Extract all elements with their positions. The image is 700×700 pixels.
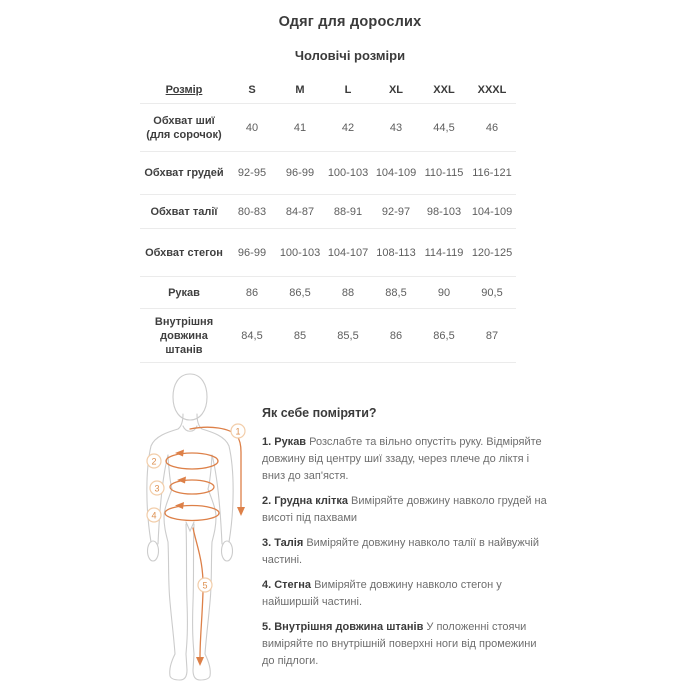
cell-value: 98-103 <box>426 205 462 218</box>
cell-value: 92-95 <box>237 167 267 179</box>
size-table-header-row <box>140 76 516 104</box>
cell-value: 104-109 <box>375 167 417 179</box>
step-lead: 2. Грудна клітка <box>262 495 348 507</box>
cell-value: 43 <box>389 121 403 134</box>
size-column-header: S <box>248 83 256 96</box>
cell-value: 86 <box>389 329 403 342</box>
cell-value: 120-125 <box>471 246 513 259</box>
cell-value: 86 <box>245 286 259 299</box>
cell-value: 86,5 <box>289 286 311 299</box>
cell-value: 85,5 <box>337 329 359 342</box>
instruction-step-5 <box>262 619 548 670</box>
size-column-header: XXL <box>433 83 455 96</box>
step-lead: 5. Внутрішня довжина штанів <box>262 621 424 633</box>
instruction-step-3 <box>262 535 548 569</box>
table-row-chest <box>140 152 516 195</box>
step-text: Виміряйте довжину навколо талії в найвужчій частині. <box>262 537 539 566</box>
table-row-neck <box>140 104 516 152</box>
cell-value: 42 <box>341 121 355 134</box>
cell-value: 108-113 <box>376 246 416 259</box>
cell-value: 90 <box>437 286 451 299</box>
cell-value: 104-107 <box>327 246 369 259</box>
cell-value: 100-103 <box>279 246 321 259</box>
cell-value: 41 <box>293 121 307 134</box>
size-table-header-label: Розмір <box>165 83 203 96</box>
size-column-header: XXXL <box>477 83 507 96</box>
inseam-measure-line <box>193 528 203 658</box>
cell-value: 87 <box>485 329 499 342</box>
size-column-header: M <box>295 83 305 96</box>
size-column-header: XL <box>388 83 404 96</box>
row-label: Внутрішня довжина штанів <box>154 315 214 356</box>
marker-number-1: 1 <box>235 426 241 437</box>
cell-value: 96-99 <box>237 246 267 259</box>
waist-measure-ellipse <box>170 480 214 494</box>
cell-value: 116-121 <box>472 167 512 179</box>
cell-value: 84-87 <box>285 205 315 218</box>
cell-value: 88-91 <box>333 205 363 218</box>
cell-value: 110-115 <box>424 167 464 179</box>
instruction-step-4 <box>262 577 548 611</box>
arrowhead-left-icon <box>175 502 184 509</box>
measurement-instructions <box>262 406 548 678</box>
instruction-step-1 <box>262 434 548 485</box>
cell-value: 44,5 <box>433 121 455 134</box>
cell-value: 100-103 <box>327 167 369 179</box>
row-label: Обхват грудей <box>144 167 224 179</box>
cell-value: 88 <box>341 286 355 299</box>
cell-value: 85 <box>293 329 307 342</box>
hips-measure-ellipse <box>165 506 219 521</box>
size-column-header: L <box>344 83 352 96</box>
chest-measure-ellipse <box>166 453 218 469</box>
step-text: У положенні стоячи виміряйте по внутрішній поверхні ноги від промежини до підлоги. <box>262 621 537 667</box>
marker-number-4: 4 <box>151 510 157 521</box>
cell-value: 40 <box>245 121 259 134</box>
body-outline-icon <box>147 374 233 680</box>
row-label: Рукав <box>168 286 200 299</box>
table-row-sleeve <box>140 277 516 309</box>
arrowhead-left-icon <box>175 450 184 457</box>
cell-value: 46 <box>485 121 499 134</box>
table-row-hips <box>140 229 516 277</box>
arrowhead-down-icon <box>196 657 204 666</box>
figure-markers <box>147 424 245 592</box>
row-label: Обхват шиї (для сорочок) <box>146 114 222 141</box>
cell-value: 92-97 <box>381 205 411 218</box>
step-lead: 3. Талія <box>262 537 304 549</box>
page-subtitle: Чоловічі розміри <box>294 48 406 63</box>
cell-value: 96-99 <box>285 167 315 179</box>
cell-value: 86,5 <box>433 329 455 342</box>
step-text: Виміряйте довжину навколо грудей на висоті під пахвами <box>262 495 547 524</box>
arrowhead-down-icon <box>237 507 245 516</box>
step-lead: 1. Рукав <box>262 436 307 448</box>
measurement-figure <box>142 362 260 692</box>
instruction-step-2 <box>262 493 548 527</box>
table-row-inseam <box>140 309 516 363</box>
marker-number-2: 2 <box>151 456 157 467</box>
marker-number-3: 3 <box>154 483 160 494</box>
cell-value: 84,5 <box>241 329 263 342</box>
cell-value: 114-119 <box>424 246 464 259</box>
cell-value: 88,5 <box>385 286 407 299</box>
marker-number-5: 5 <box>202 580 208 591</box>
body-measurement-diagram <box>142 362 260 692</box>
cell-value: 80-83 <box>237 205 267 218</box>
step-lead: 4. Стегна <box>262 579 312 591</box>
table-row-waist <box>140 195 516 229</box>
cell-value: 104-109 <box>471 205 513 218</box>
instructions-heading: Як себе поміряти? <box>262 406 377 420</box>
size-table <box>140 76 516 363</box>
row-label: Обхват стегон <box>145 246 223 259</box>
step-text: Розслабте та вільно опустіть руку. Відміряйте довжину від центру шиї ззаду, через плече до ліктя і вниз до зап'ястя. <box>262 436 542 482</box>
arrowhead-left-icon <box>177 477 186 484</box>
step-text: Виміряйте довжину навколо стегон у найширшій частині. <box>262 579 502 608</box>
cell-value: 90,5 <box>481 286 503 299</box>
row-label: Обхват талії <box>150 205 218 218</box>
page-title: Одяг для дорослих <box>278 14 422 30</box>
